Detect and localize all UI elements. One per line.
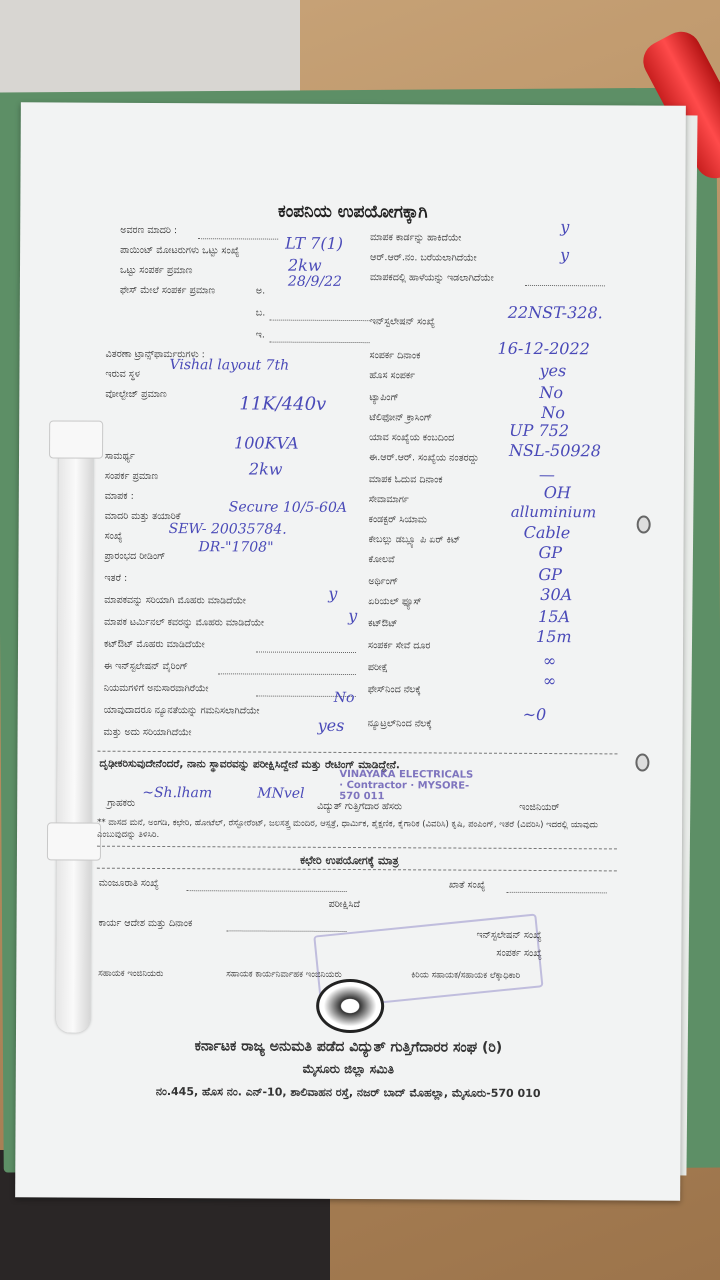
field-value-meter-card: y [560,217,570,237]
field-value-capacity: 100KVA [234,433,299,453]
contractor-label: ವಿದ್ಯುತ್ ಗುತ್ತಿಗೆದಾರ ಹೆಸರು [317,800,403,813]
field-value-phase-earth: ∞ [542,671,557,691]
field-label-phase-earth: ಫೇಸ್‌ನಿಂದ ನೆಲಕ್ಕೆ [367,684,421,696]
field-label-voltage: ವೋಲ್ಟೇಜ್ ಪ್ರಮಾಣ [105,388,167,401]
field-value-terminal-sealed: y [348,605,358,626]
field-label-cutout-sealed: ಕಟ್‌ಔಟ್ ಮೊಹರು ಮಾಡಿದೆಯೇ [104,638,205,651]
field-label-aerial-fuse: ಏರಿಯಲ್ ಫ್ಯೂಸ್ [368,596,422,608]
field-label-test: ಪರೀಕ್ಷೆ [367,662,388,674]
field-label-cutout: ಕಟ್‌ಔಟ್ [368,618,398,630]
field-value-earthing: GP [538,564,563,585]
field-label-prev-rr: ಈ.ಆರ್.ಆರ್. ಸಂಖ್ಯೆಯ ನಂತರದ್ದು [368,452,479,464]
field-label-enclosure: ಅವರಣ ಮಾದರಿ : [120,224,178,237]
consumer-signature: ~Sh.lham [142,784,213,802]
footer-org: ಕರ್ನಾಟಕ ರಾಜ್ಯ ಅನುಮತಿ ಪಡೆದ ವಿದ್ಯುತ್ ಗುತ್ತಿಗೆದಾರರ ಸಂಘ (ರಿ) [194,1038,503,1056]
field-value-pole-number: UP 752 [509,420,570,441]
field-label-pole-number: ಯಾವ ಸಂಖ್ಯೆಯ ಕಂಬದಿಂದ [369,432,455,444]
divider [97,751,617,755]
office-checked-label: ಪರೀಕ್ಷಿಸಿದೆ [328,898,361,911]
field-value-cutout: 15A [538,606,571,627]
office-work-order-label: ಕಾರ್ಯ ಆದೇಶ ಮತ್ತು ದಿನಾಂಕ [98,917,193,930]
office-account-label: ಖಾತೆ ಸಂಖ್ಯೆ [448,879,486,891]
field-value-correct: yes [317,715,345,735]
field-label-defects: ಯಾವುದಾದರೂ ನ್ಯೂನತೆಯನ್ನು ಗಮನಿಸಲಾಗಿದೆಯೇ [103,704,260,717]
field-value-location: Vishal layout 7th [169,357,290,374]
dotted-line [270,342,370,344]
field-value-pole: GP [538,542,563,563]
dotted-line [256,652,356,654]
field-value-prev-rr: NSL-50928 [509,440,601,461]
field-label-location: ಇರುವ ಸ್ಥಳ [105,368,140,380]
office-sanction-label: ಮಂಜೂರಾತಿ ಸಂಖ್ಯೆ [98,877,159,889]
field-value-telephone: No [541,402,565,423]
field-label-reading-date: ಮಾಪಕ ಓದುವ ದಿನಾಂಕ [368,474,443,486]
contractor-signature: MNvel [257,785,305,802]
field-label-initial-reading: ಪ್ರಾರಂಭದ ರೀಡಿಂಗ್ [104,550,166,563]
phase-label-b: ಬ. [255,307,266,319]
field-label-wiring: ಈ ಇನ್‌ಸ್ಟಲೇಷನ್ ವೈರಿಂಗ್ [103,660,189,673]
field-label-earthing: ಅರ್ಥಿಂಗ್ [368,576,399,588]
dotted-line [227,930,347,932]
punch-hole-bottom [635,753,649,771]
divider [97,846,617,850]
field-label-meter-sealed: ಮಾಪಕವನ್ನು ಸರಿಯಾಗಿ ಮೊಹರು ಮಾಡಿದೆಯೇ [104,594,246,607]
field-label-neutral-earth: ನ್ಯೂಟ್ರಲ್‌ನಿಂದ ನೆಲಕ್ಕೆ [367,718,432,730]
dotted-line [525,285,605,286]
field-label-rules: ನಿಯಮಗಳಿಗೆ ಅನುಸಾರವಾಗಿರೆಯೇ [103,682,209,695]
dotted-line [507,892,607,894]
field-value-meter-number: SEW- 20035784. [168,521,287,538]
phase-label-c: ಇ. [255,329,265,341]
field-value-reading-date: — [538,464,555,485]
field-value-installation-no: 22NST-328. [507,302,603,323]
field-value-aerial-fuse: 30A [540,584,573,605]
form-title: ಕಂಪನಿಯ ಉಪಯೋಗಕ್ಕಾಗಿ [278,201,428,223]
field-label-installation-no: ಇನ್‌ಸ್ಟಲೇಷನ್ ಸಂಖ್ಯೆ [369,316,436,328]
field-label-others: ಇತರೆ : [104,572,128,584]
field-label-correct: ಮತ್ತು ಅದು ಸರಿಯಾಗಿದೆಯೇ [103,726,192,739]
dotted-line [198,238,278,239]
field-value-connection-date: 16-12-2022 [497,338,590,359]
field-label-meter-sheet: ಮಾಪಕದಲ್ಲಿ ಹಾಳೆಯನ್ನು ಇಡಲಾಗಿದೆಯೇ [369,272,494,284]
field-label-meter: ಮಾಪಕ : [104,490,134,502]
dotted-line [270,320,370,322]
field-value-neutral-earth: ~0 [522,704,547,725]
field-label-cable-kit: ಕೇಬಲ್ಲು ಡಬ್ಲ್ಯೂ ಪಿ ಏರ್ ಕಿಟ್ [368,534,461,546]
field-value-test: ∞ [542,651,557,671]
engineer-label: ಇಂಜಿನಿಯರ್ [519,801,560,814]
field-label-meter-number: ಸಂಖ್ಯೆ [104,530,123,542]
field-value-service-line: OH [543,483,571,503]
field-label-telephone: ಟೆಲಿಫೋನ್ ಕ್ರಾಸಿಂಗ್ [369,412,433,424]
field-value-initial-reading: DR-"1708" [198,539,274,556]
signatory-ae: ಸಹಾಯಕ ಇಂಜಿನಿಯರು [98,968,164,980]
field-label-new-connection: ಹೊಸ ಸಂಪರ್ಕ [369,370,416,382]
field-label-meter-model: ಮಾದರಿ ಮತ್ತು ತಯಾರಿಕೆ [104,510,181,523]
signatory-aee: ಸಹಾಯಕ ಕಾರ್ಯನಿರ್ವಾಹಕ ಇಂಜಿನಿಯರು [226,969,342,980]
punch-hole-top [637,515,651,533]
association-logo [316,979,384,1033]
footer-committee: ಮೈಸೂರು ಜಿಲ್ಲಾ ಸಮಿತಿ [302,1061,395,1077]
phase-label-a: ಅ. [255,285,266,297]
field-label-pole: ಕೋಲವೆ [368,554,395,566]
field-label-connection-date: ಸಂಪರ್ಕ ದಿನಾಂಕ [369,350,421,362]
field-label-capacity: ಸಾಮರ್ಥ್ಯ [104,450,135,462]
signatory-accounts: ಕಿರಿಯ ಸಹಾಯಕ/ಸಹಾಯಕ ಲೆಕ್ಕಾಧಿಕಾರಿ [411,970,521,981]
dotted-line [187,890,347,892]
field-label-points: ಪಾಯಿಂಟ್ ಮೋಟರುಗಳು ಒಟ್ಟು ಸಂಖ್ಯೆ [120,244,240,257]
office-installation-label: ಇನ್‌ಸ್ಟಲೇಷನ್ ಸಂಖ್ಯೆ [476,929,542,942]
field-value-voltage: 11K/440v [239,393,327,415]
file-fastener [56,442,93,1032]
office-use-title: ಕಛೇರಿ ಉಪಯೋಗಕ್ಕೆ ಮಾತ್ರ [300,853,399,868]
field-value-conductor: alluminium [510,502,597,522]
field-label-meter-card: ಮಾಪಕ ಕಾರ್ಡನ್ನು ಹಾಕಿದೆಯೇ [370,232,462,244]
field-label-service-line: ಸೇವಾಮಾರ್ಗ [368,494,409,506]
field-value-phase-load: 28/9/22 [287,273,342,290]
field-label-total-load: ಒಟ್ಟು ಸಂಪರ್ಕ ಪ್ರಮಾಣ [119,264,193,277]
consumer-label: ಗ್ರಾಹಕರು [107,797,136,809]
field-value-points: LT 7(1) [285,233,344,253]
dotted-line [218,673,356,675]
field-value-tapping: No [539,382,564,403]
field-value-connection-load: 2kw [248,459,283,479]
field-label-tapping: ಟ್ಯಾಪಿಂಗ್ [369,392,399,404]
form-sheet [15,102,686,1200]
field-value-cable-kit: Cable [523,522,571,543]
fastener-clip-top [49,420,103,458]
field-value-rr-number: y [560,245,570,265]
field-value-meter-sealed: y [328,583,338,603]
field-value-defects: No [333,689,355,707]
field-label-transformers: ವಿತರಣಾ ಟ್ರಾನ್ಸ್‌ಫಾರ್ಮರುಗಳು : [105,348,205,361]
field-label-phase-load: ಫೇಸ್ ಮೇಲೆ ಸಂಪರ್ಕ ಪ್ರಮಾಣ [119,284,216,297]
field-value-new-connection: yes [539,360,567,381]
field-label-rr-number: ಆರ್.ಆರ್.ನಂ. ಬರೆಯಲಾಗಿದೆಯೇ [370,252,477,264]
field-label-terminal-sealed: ಮಾಪಕ ಟರ್ಮಿನಲ್ ಕವರನ್ನು ಮೊಹರು ಮಾಡಿದೆಯೇ [104,616,265,629]
footer-address: ನಂ.445, ಹೊಸ ನಂ. ಎನ್-10, ಶಾಲಿವಾಹನ ರಸ್ತೆ, ನಜರ್ ಬಾದ್ ಮೊಹಲ್ಲಾ, ಮೈಸೂರು-570 010 [155,1084,541,1101]
certification-text: ದೃಢೀಕರಿಸುವುದೇನೆಂದರೆ, ನಾನು ಸ್ಥಾವರವನ್ನು ಪರೀಕ್ಷಿಸಿದ್ದೇನೆ ಮತ್ತು ರೇಟಿಂಗ್ ಮಾಡಿದ್ದೇನೆ. [99,757,400,772]
field-label-service-distance: ಸಂಪರ್ಕ ಸೇವೆ ದೂರ [368,640,431,652]
field-label-connection-load: ಸಂಪರ್ಕ ಪ್ರಮಾಣ [104,470,159,482]
field-label-conductor: ಕಂಡಕ್ಟರ್ ಸಿಯಾಮ [368,514,427,526]
field-value-total-load: 2kw [287,255,322,275]
field-value-meter-model: Secure 10/5-60A [228,499,348,516]
contractor-stamp: VINAYAKA ELECTRICALS · Contractor · MYSORE-570 011 [339,768,474,803]
field-value-service-distance: 15m [536,626,572,647]
background-wall [0,0,300,100]
office-connection-label: ಸಂಪರ್ಕ ಸಂಖ್ಯೆ [496,947,542,960]
usage-note: ** ವಾಸದ ಮನೆ, ಅಂಗಡಿ, ಕಛೇರಿ, ಹೋಟೆಲ್, ರೆಸ್ಟೋರೆಂಟ್, ಜಲಸತ್ತ್ರ ಮಂದಿರ, ಆಸ್ಪತ್ರೆ, ಧಾರ್ಮಿಕ, ಶೈಕ್ಷಣಿಕ, ಕೈಗಾರಿಕ (ವಿವರಿಸಿ) ಕೃಷಿ, ಪಂಪಿಂಗ್, ಇತರೆ (ವಿವರಿಸಿ) ಇದರಲ್ಲಿ ಯಾವುದು ಎಂಬುವುದನ್ನು ತಿಳಿಸಿರಿ. [97,817,598,841]
